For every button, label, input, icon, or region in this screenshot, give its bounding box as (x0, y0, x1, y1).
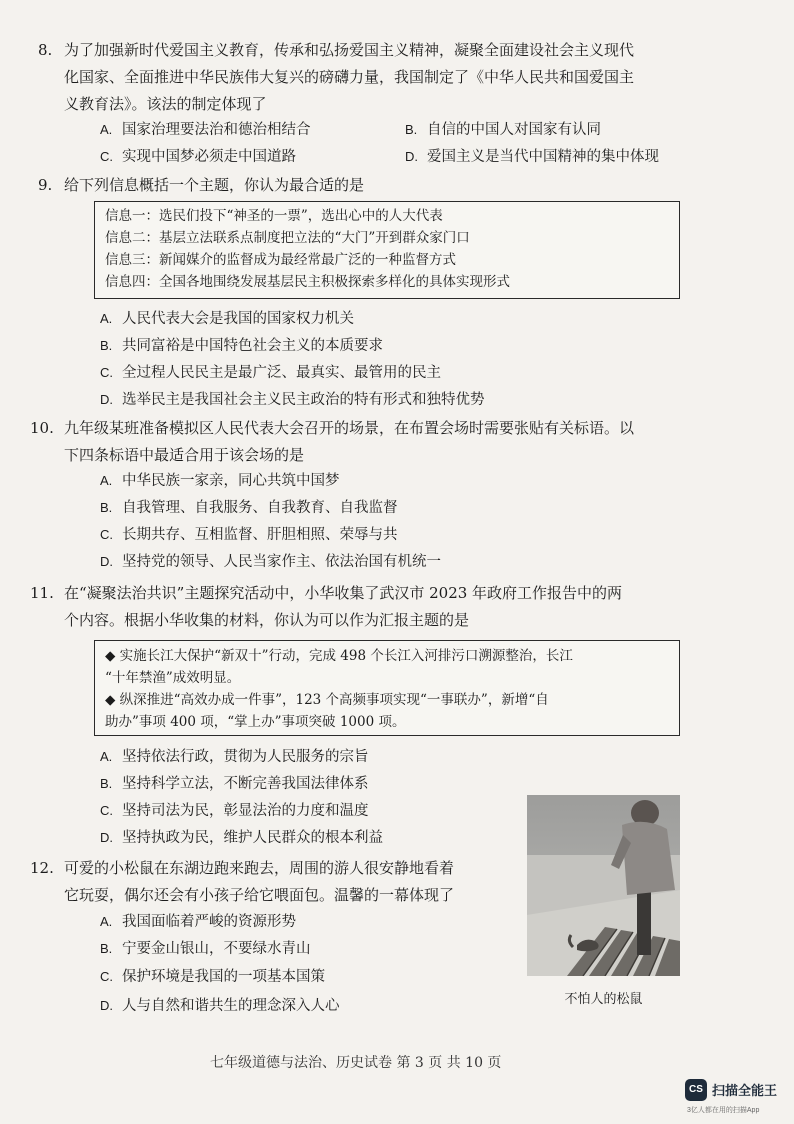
option-b[interactable]: B. 自我管理、自我服务、自我教育、自我监督 (100, 500, 398, 516)
option-d[interactable]: D. 坚持党的领导、人民当家作主、依法治国有机统一 (100, 554, 441, 570)
option-c[interactable]: C. 保护环境是我国的一项基本国策 (100, 969, 325, 985)
option-c[interactable]: C. 坚持司法为民，彰显法治的力度和温度 (100, 803, 369, 819)
option-a[interactable]: A. 坚持依法行政，贯彻为人民服务的宗旨 (100, 749, 369, 765)
option-d[interactable]: D. 选举民主是我国社会主义民主政治的特有形式和独特优势 (100, 392, 485, 408)
info-box (94, 201, 680, 299)
info-line: 信息一：选民们投下“神圣的一票”，选出心中的人大代表 (105, 208, 443, 224)
question-stem-line: 给下列信息概括一个主题，你认为最合适的是 (64, 176, 365, 194)
info-line: 信息三：新闻媒介的监督成为最经常最广泛的一种监督方式 (105, 252, 456, 268)
material-line: ◆ 纵深推进“高效办成一件事”，123 个高频事项实现“一事联办”，新增“自 (105, 692, 549, 708)
option-a[interactable]: A. 我国面临着严峻的资源形势 (100, 914, 296, 930)
page-footer: 七年级道德与法治、历史试卷 第 3 页 共 10 页 (210, 1055, 502, 1071)
camscanner-logo-icon: CS (685, 1079, 707, 1101)
question-stem-line: 在“凝聚法治共识”主题探究活动中，小华收集了武汉市 2023 年政府工作报告中的两 (64, 584, 623, 602)
question-stem-line: 为了加强新时代爱国主义教育，传承和弘扬爱国主义精神，凝聚全面建设社会主义现代 (64, 41, 635, 59)
question-number: 9. (38, 176, 53, 194)
option-a[interactable]: A. 国家治理要法治和德治相结合 (100, 122, 311, 138)
option-b[interactable]: B. 坚持科学立法，不断完善我国法律体系 (100, 776, 369, 792)
option-b[interactable]: B. 宁要金山银山，不要绿水青山 (100, 941, 311, 957)
info-line: 信息四：全国各地围绕发展基层民主积极探索多样化的具体实现形式 (105, 274, 510, 290)
option-a[interactable]: A. 人民代表大会是我国的国家权力机关 (100, 311, 354, 327)
question-stem-line: 化国家、全面推进中华民族伟大复兴的磅礴力量，我国制定了《中华人民共和国爱国主 (64, 68, 635, 86)
material-line: 助办”事项 400 项，“掌上办”事项突破 1000 项。 (105, 714, 406, 730)
question-stem-line: 它玩耍，偶尔还会有小孩子给它喂面包。温馨的一幕体现了 (64, 886, 455, 904)
question-number: 12. (30, 859, 54, 877)
info-line: 信息二：基层立法联系点制度把立法的“大门”开到群众家门口 (105, 230, 470, 246)
option-a[interactable]: A. 中华民族一家亲，同心共筑中国梦 (100, 473, 340, 489)
material-line: “十年禁渔”成效明显。 (105, 670, 241, 686)
question-stem-line: 下四条标语中最适合用于该会场的是 (64, 446, 305, 464)
option-b[interactable]: B. 共同富裕是中国特色社会主义的本质要求 (100, 338, 383, 354)
option-b[interactable]: B. 自信的中国人对国家有认同 (405, 122, 601, 138)
photo-caption: 不怕人的松鼠 (564, 991, 643, 1006)
question-stem-line: 义教育法》。该法的制定体现了 (64, 95, 267, 113)
question-number: 8. (38, 41, 53, 59)
option-d[interactable]: D. 爱国主义是当代中国精神的集中体现 (405, 149, 659, 165)
squirrel-photo-image (527, 795, 680, 976)
brand-name: 扫描全能王 (712, 1083, 778, 1098)
material-box (94, 640, 680, 736)
question-stem-line: 九年级某班准备模拟区人民代表大会召开的场景，在布置会场时需要张贴有关标语。以 (64, 419, 635, 437)
question-stem-line: 个内容。根据小华收集的材料，你认为可以作为汇报主题的是 (64, 611, 470, 629)
squirrel-photo (527, 795, 680, 976)
option-c[interactable]: C. 全过程人民民主是最广泛、最真实、最管用的民主 (100, 365, 441, 381)
option-d[interactable]: D. 坚持执政为民，维护人民群众的根本利益 (100, 830, 383, 846)
brand-tagline: 3亿人都在用的扫描App (687, 1107, 760, 1114)
option-c[interactable]: C. 长期共存、互相监督、肝胆相照、荣辱与共 (100, 527, 398, 543)
question-stem-line: 可爱的小松鼠在东湖边跑来跑去，周围的游人很安静地看着 (64, 859, 455, 877)
option-c[interactable]: C. 实现中国梦必须走中国道路 (100, 149, 296, 165)
option-d[interactable]: D. 人与自然和谐共生的理念深入人心 (100, 998, 340, 1014)
material-line: ◆ 实施长江大保护“新双十”行动，完成 498 个长江入河排污口溯源整治，长江 (105, 648, 573, 664)
scanner-watermark (685, 1079, 790, 1119)
question-number: 10. (30, 419, 54, 437)
question-number: 11. (30, 584, 54, 602)
